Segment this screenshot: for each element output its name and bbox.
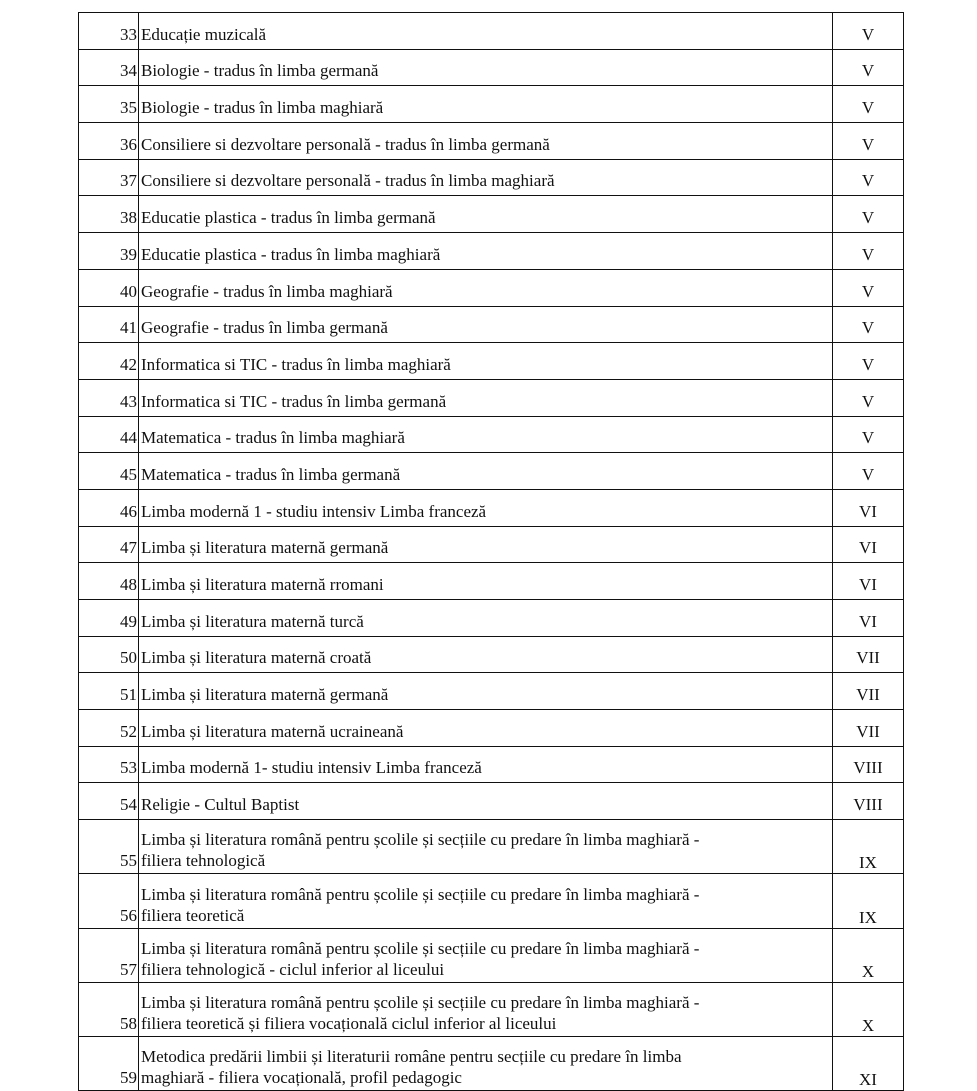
table-row <box>79 379 904 416</box>
class-level: VIII <box>833 746 904 783</box>
class-level: XI <box>833 1036 904 1090</box>
subject-line: filiera tehnologică <box>141 851 266 871</box>
row-number: 45 <box>79 453 139 490</box>
class-level: V <box>833 416 904 453</box>
table-row <box>79 416 904 453</box>
subject-name <box>139 982 833 1036</box>
subject-name: Educatie plastica - tradus în limba maghiară <box>139 233 833 270</box>
class-level: VII <box>833 710 904 747</box>
class-level: V <box>833 233 904 270</box>
row-number: 40 <box>79 269 139 306</box>
row-number: 56 <box>79 874 139 928</box>
table-row <box>79 269 904 306</box>
class-level: V <box>833 269 904 306</box>
row-number: 43 <box>79 379 139 416</box>
table-row <box>79 600 904 637</box>
table-row <box>79 563 904 600</box>
table-row <box>79 820 904 874</box>
subject-name: Geografie - tradus în limba maghiară <box>139 269 833 306</box>
table-row <box>79 982 904 1036</box>
subject-name: Consiliere si dezvoltare personală - tradus în limba germană <box>139 123 833 160</box>
row-number: 35 <box>79 86 139 123</box>
subject-line: Limba și literatura română pentru școlile și secțiile cu predare în limba maghiară - <box>141 884 700 904</box>
row-number: 38 <box>79 196 139 233</box>
row-number: 41 <box>79 306 139 343</box>
class-level: V <box>833 159 904 196</box>
table-row <box>79 636 904 673</box>
row-number: 58 <box>79 982 139 1036</box>
row-number: 50 <box>79 636 139 673</box>
row-number: 49 <box>79 600 139 637</box>
table-row <box>79 123 904 160</box>
subject-name: Limba modernă 1 - studiu intensiv Limba franceză <box>139 489 833 526</box>
table-row <box>79 526 904 563</box>
table-body <box>79 13 904 1091</box>
subject-name <box>139 874 833 928</box>
class-level: V <box>833 453 904 490</box>
subject-name: Matematica - tradus în limba germană <box>139 453 833 490</box>
subject-name: Limba și literatura maternă germană <box>139 673 833 710</box>
class-level: VI <box>833 600 904 637</box>
table-row <box>79 710 904 747</box>
subject-name: Informatica si TIC - tradus în limba maghiară <box>139 343 833 380</box>
table-row <box>79 196 904 233</box>
table-row <box>79 453 904 490</box>
class-level: VI <box>833 526 904 563</box>
table-row <box>79 159 904 196</box>
subject-line: maghiară - filiera vocațională, profil pedagogic <box>141 1068 462 1088</box>
subject-name <box>139 1036 833 1090</box>
class-level: IX <box>833 874 904 928</box>
table-row <box>79 1036 904 1090</box>
class-level: VI <box>833 489 904 526</box>
table-row <box>79 86 904 123</box>
row-number: 46 <box>79 489 139 526</box>
row-number: 52 <box>79 710 139 747</box>
table-row <box>79 49 904 86</box>
subject-line: filiera teoretică și filiera vocațională ciclul inferior al liceului <box>141 1013 557 1033</box>
class-level: VII <box>833 673 904 710</box>
class-level: V <box>833 13 904 50</box>
class-level: X <box>833 928 904 982</box>
subject-line: Limba și literatura română pentru școlile și secțiile cu predare în limba maghiară - <box>141 830 700 850</box>
table-row <box>79 673 904 710</box>
subject-name: Consiliere si dezvoltare personală - tradus în limba maghiară <box>139 159 833 196</box>
table-row <box>79 343 904 380</box>
row-number: 59 <box>79 1036 139 1090</box>
row-number: 44 <box>79 416 139 453</box>
subject-name: Biologie - tradus în limba maghiară <box>139 86 833 123</box>
subject-name: Biologie - tradus în limba germană <box>139 49 833 86</box>
table-row <box>79 928 904 982</box>
row-number: 39 <box>79 233 139 270</box>
table-row <box>79 306 904 343</box>
subject-name: Religie - Cultul Baptist <box>139 783 833 820</box>
subject-name: Limba și literatura maternă rromani <box>139 563 833 600</box>
subject-name: Limba și literatura maternă croată <box>139 636 833 673</box>
row-number: 53 <box>79 746 139 783</box>
row-number: 51 <box>79 673 139 710</box>
class-level: IX <box>833 820 904 874</box>
row-number: 54 <box>79 783 139 820</box>
row-number: 37 <box>79 159 139 196</box>
subject-name: Limba și literatura maternă turcă <box>139 600 833 637</box>
subject-name: Geografie - tradus în limba germană <box>139 306 833 343</box>
table-row <box>79 233 904 270</box>
class-level: VI <box>833 563 904 600</box>
subject-line: Metodica predării limbii și literaturii române pentru secțiile cu predare în limba <box>141 1047 682 1067</box>
class-level: VIII <box>833 783 904 820</box>
row-number: 48 <box>79 563 139 600</box>
class-level: V <box>833 86 904 123</box>
class-level: X <box>833 982 904 1036</box>
subject-name: Educatie plastica - tradus în limba germană <box>139 196 833 233</box>
row-number: 47 <box>79 526 139 563</box>
subject-name: Limba modernă 1- studiu intensiv Limba franceză <box>139 746 833 783</box>
row-number: 57 <box>79 928 139 982</box>
class-level: V <box>833 49 904 86</box>
textbook-list-table <box>78 12 904 1091</box>
subject-line: Limba și literatura română pentru școlile și secțiile cu predare în limba maghiară - <box>141 992 700 1012</box>
subject-name: Matematica - tradus în limba maghiară <box>139 416 833 453</box>
class-level: V <box>833 343 904 380</box>
subject-name: Informatica si TIC - tradus în limba germană <box>139 379 833 416</box>
subject-name <box>139 928 833 982</box>
subject-name <box>139 820 833 874</box>
class-level: VII <box>833 636 904 673</box>
table-row <box>79 874 904 928</box>
table-row <box>79 489 904 526</box>
table-row <box>79 783 904 820</box>
table-row <box>79 13 904 50</box>
class-level: V <box>833 306 904 343</box>
class-level: V <box>833 123 904 160</box>
row-number: 33 <box>79 13 139 50</box>
subject-line: filiera teoretică <box>141 905 245 925</box>
class-level: V <box>833 196 904 233</box>
subject-name: Limba și literatura maternă germană <box>139 526 833 563</box>
subject-name: Limba și literatura maternă ucraineană <box>139 710 833 747</box>
table-row <box>79 746 904 783</box>
class-level: V <box>833 379 904 416</box>
row-number: 42 <box>79 343 139 380</box>
subject-name: Educație muzicală <box>139 13 833 50</box>
row-number: 36 <box>79 123 139 160</box>
subject-line: Limba și literatura română pentru școlile și secțiile cu predare în limba maghiară - <box>141 938 700 958</box>
row-number: 55 <box>79 820 139 874</box>
row-number: 34 <box>79 49 139 86</box>
subject-line: filiera tehnologică - ciclul inferior al liceului <box>141 959 445 979</box>
